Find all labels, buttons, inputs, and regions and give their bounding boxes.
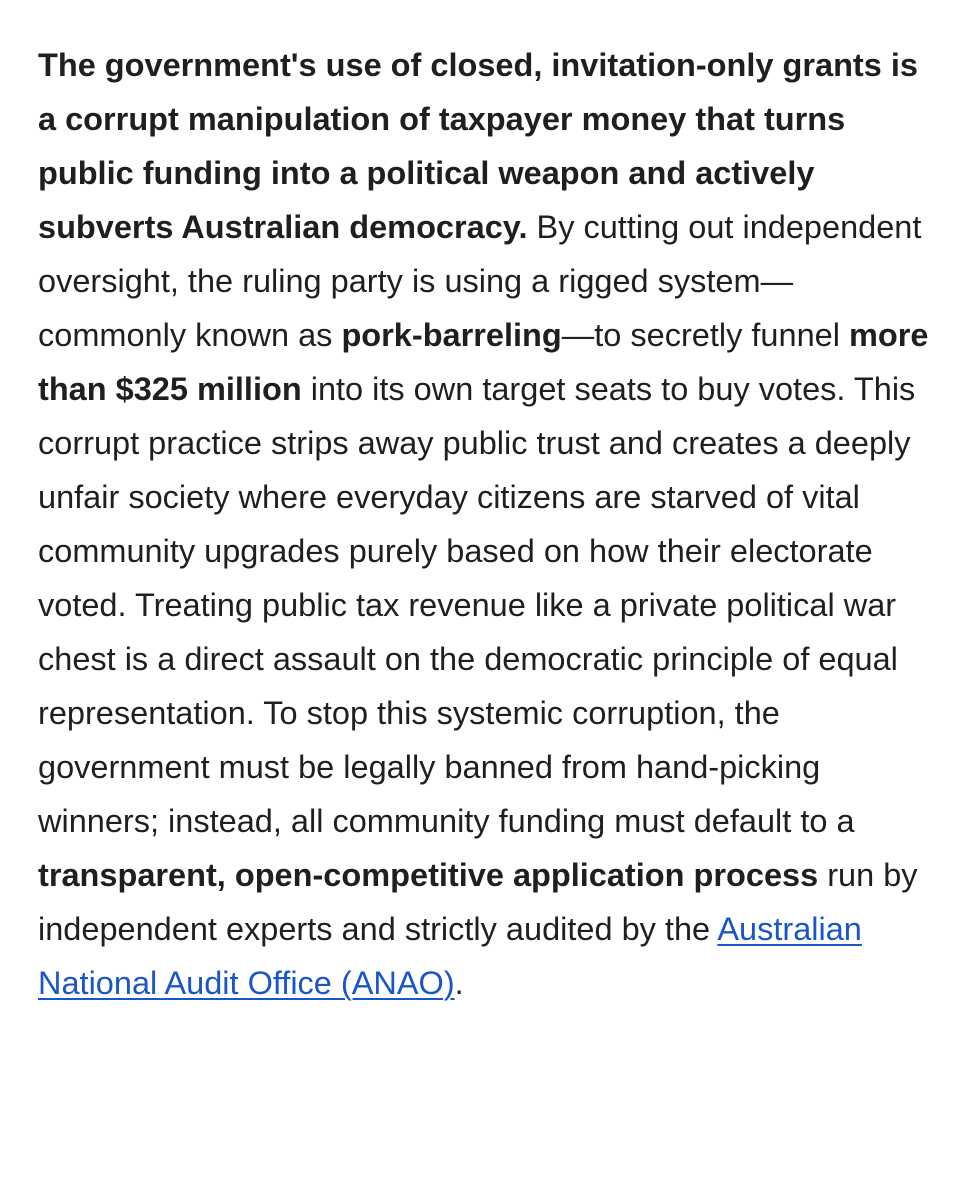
anao-link[interactable]: Australian National Audit Office (ANAO)	[38, 911, 862, 1001]
bold-amount: more than $325 million	[38, 317, 929, 407]
bold-process: transparent, open-competitive application process	[38, 857, 819, 893]
bold-term-pork-barreling: pork-barreling	[341, 317, 562, 353]
response-paragraph	[38, 38, 938, 1010]
paragraph-text: into its own target seats to buy votes. This corrupt practice strips away public trust and creates a deeply unfair society where everyday citizens are starved of vital community upgrades purely based on how their electorate voted. Treating public tax revenue like a private political war chest is a direct assault on the democratic principle of equal representation. To stop this systemic corruption, the government must be legally banned from hand-picking winners; instead, all community funding must default to a	[38, 371, 916, 839]
paragraph-end: .	[454, 965, 464, 1001]
paragraph-text: run by independent experts and strictly audited by the	[38, 857, 918, 947]
lead-bold-statement: The government's use of closed, invitation-only grants is a corrupt manipulation of taxpayer money that turns public funding into a political weapon and actively subverts Australian democracy.	[38, 47, 918, 245]
response-content	[38, 38, 938, 1178]
paragraph-text: By cutting out independent oversight, the ruling party is using a rigged system—commonly known as	[38, 209, 922, 353]
paragraph-text: —to secretly funnel	[561, 317, 849, 353]
